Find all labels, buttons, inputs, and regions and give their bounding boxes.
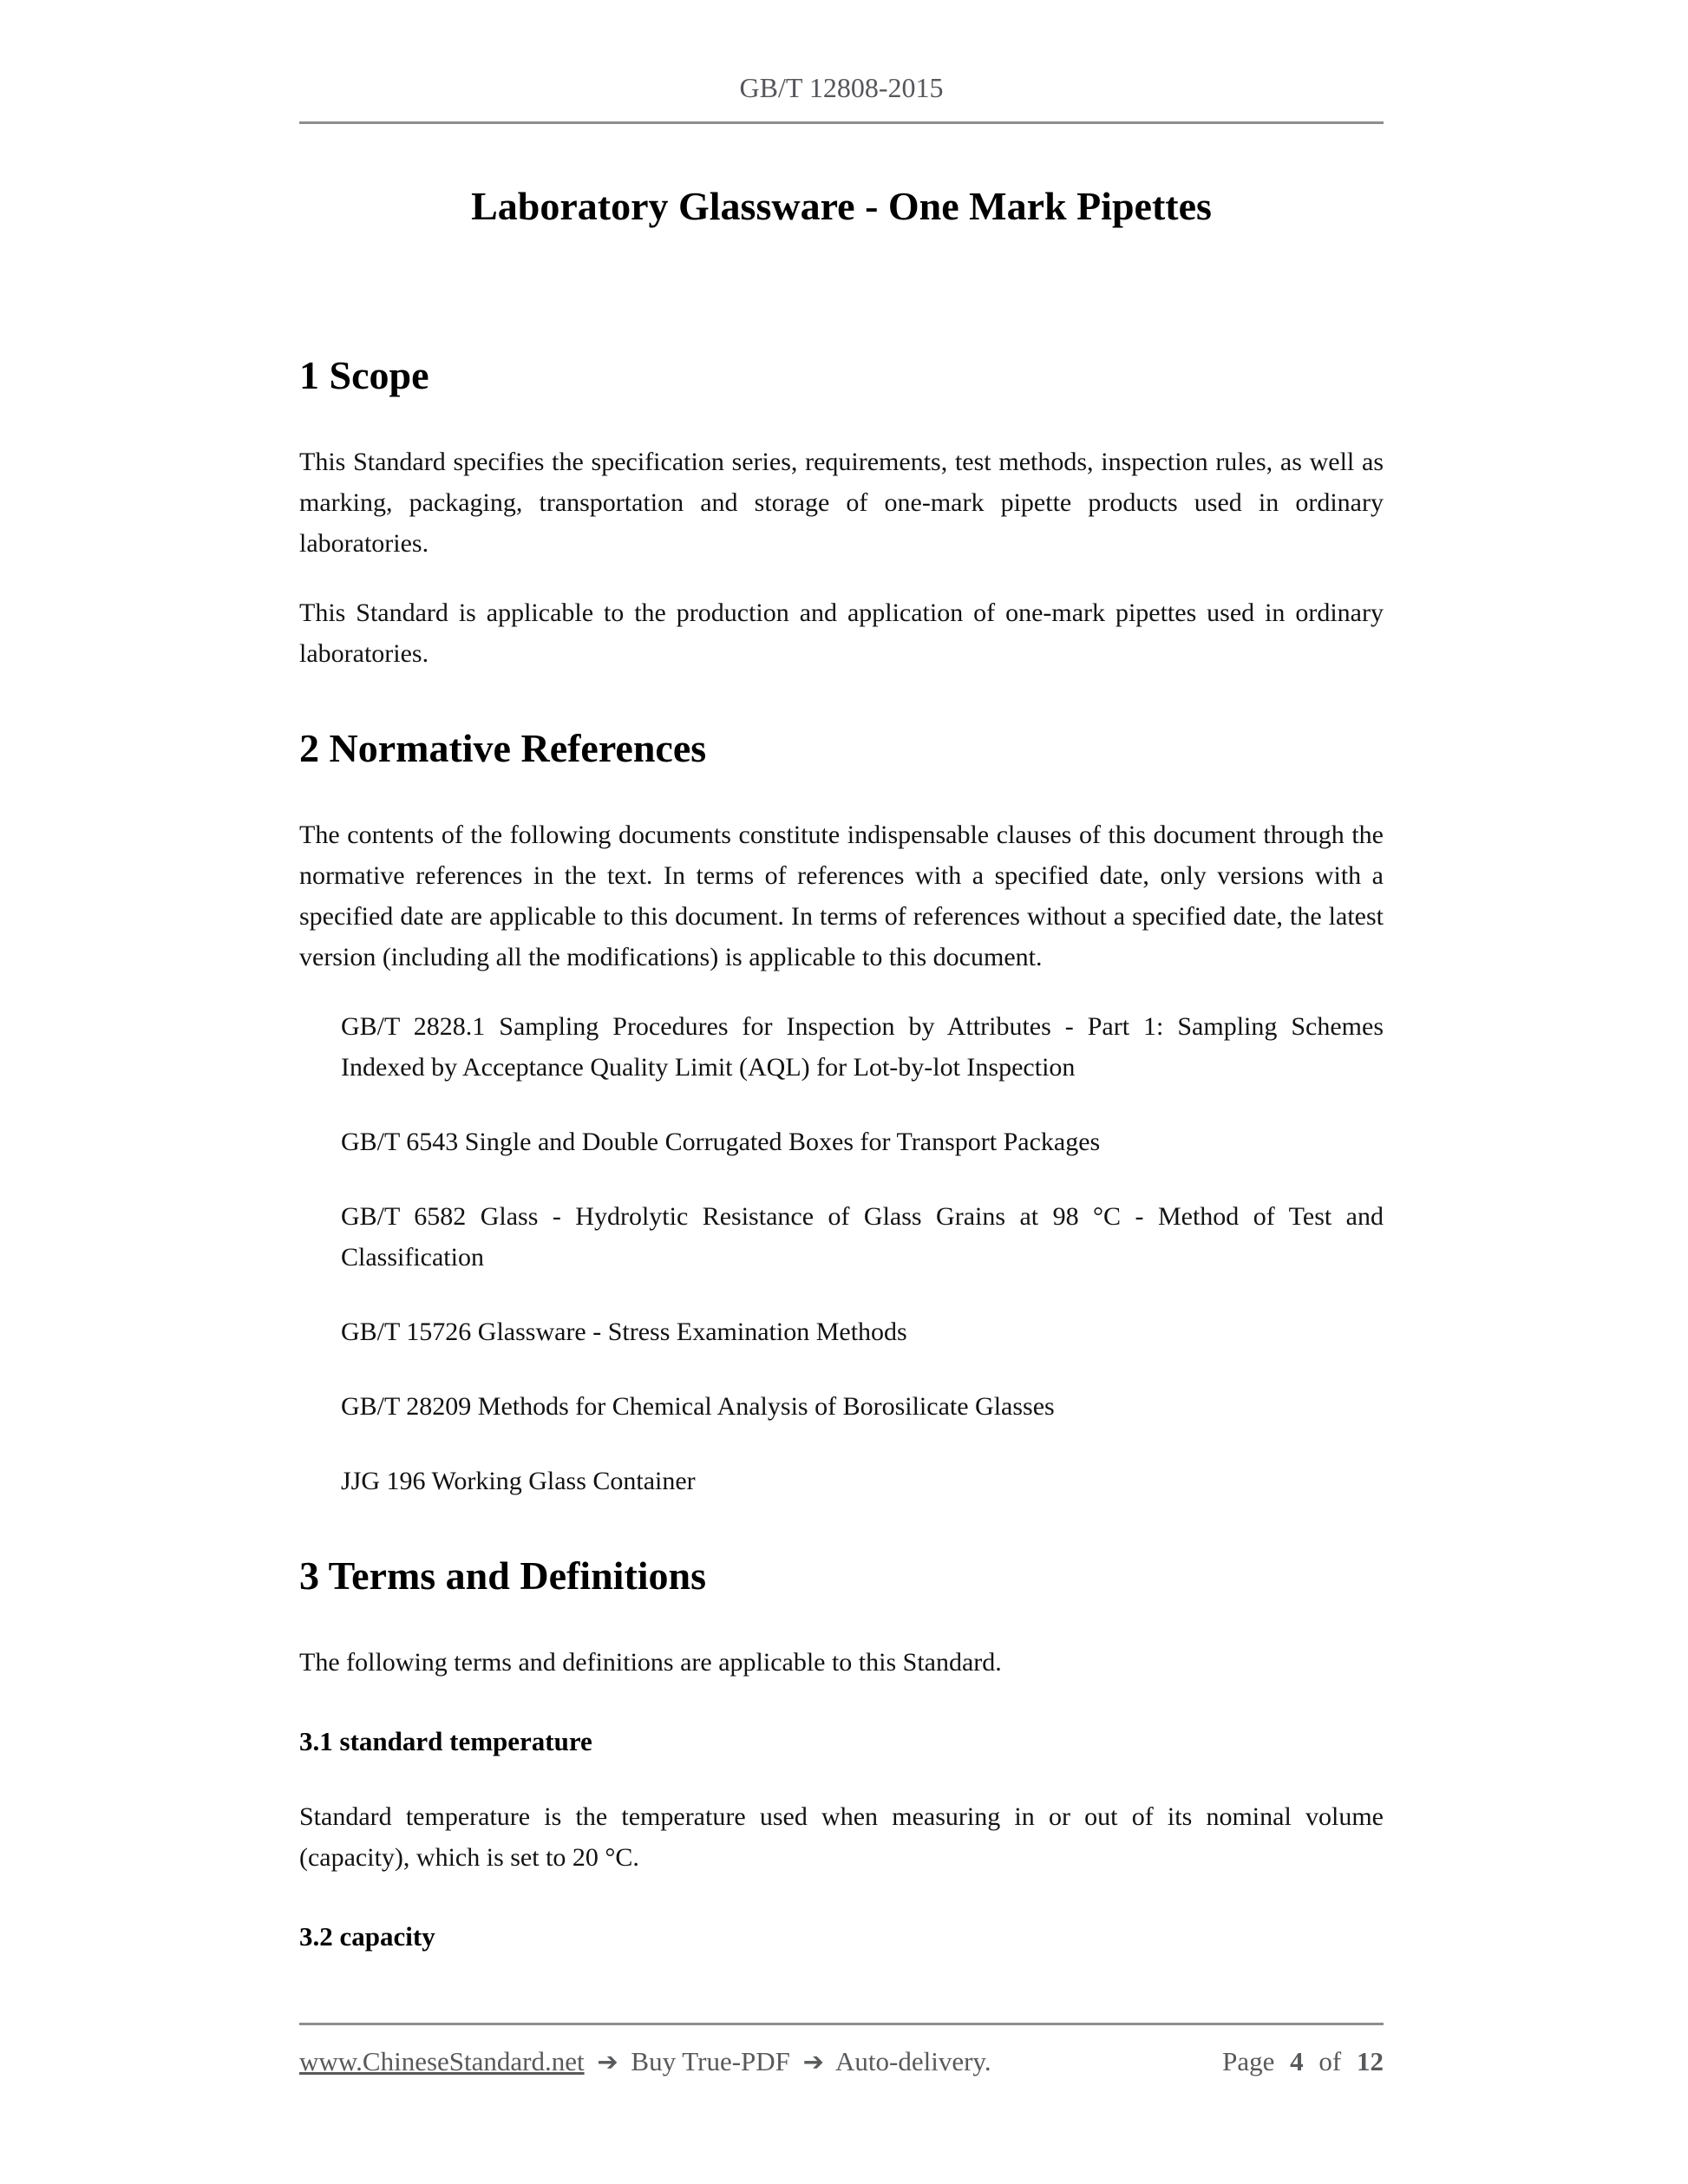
section-terms-and-definitions <box>299 1552 1384 1957</box>
footer-delivery-label: Auto-delivery. <box>835 2046 991 2076</box>
reference-item: GB/T 28209 Methods for Chemical Analysis of Borosilicate Glasses <box>341 1392 1055 1421</box>
document-content <box>0 181 1688 1957</box>
section-heading-normative-references: 2 Normative References <box>299 726 707 770</box>
reference-item: GB/T 15726 Glassware - Stress Examination Methods <box>341 1318 907 1346</box>
section-scope <box>299 351 1384 674</box>
page-footer <box>299 2023 1384 2079</box>
total-pages: 12 <box>1357 2046 1384 2076</box>
footer-divider <box>299 2023 1384 2025</box>
header-divider <box>299 121 1384 124</box>
subsection-heading-capacity: 3.2 capacity <box>299 1921 435 1952</box>
scope-paragraph: This Standard specifies the specification series, requirements, test methods, inspection rules, as well as marking, packaging, transportation and storage of one-mark pipette products used in ordinary laboratories. <box>299 448 1384 558</box>
right-arrow-icon: ➔ <box>597 2047 618 2076</box>
of-label: of <box>1318 2046 1342 2076</box>
footer-buy-label: Buy True-PDF <box>631 2046 790 2076</box>
right-arrow-icon: ➔ <box>802 2047 824 2076</box>
page-label: Page <box>1222 2046 1275 2076</box>
normative-references-paragraph: The contents of the following documents constitute indispensable clauses of this document through the normative references in the text. In terms of references with a specified date, only versions with a specified date are applicable to this document. In terms of references without a specified date, the latest version (including all the modifications) is applicable to this document. <box>299 821 1384 971</box>
page-number: 4 <box>1290 2046 1304 2076</box>
footer-source-line <box>299 2044 991 2079</box>
section-heading-terms-and-definitions: 3 Terms and Definitions <box>299 1553 707 1598</box>
footer-link[interactable]: www.ChineseStandard.net <box>299 2046 585 2076</box>
doc-number: GB/T 12808-2015 <box>739 72 944 103</box>
section-normative-references <box>299 724 1384 1501</box>
reference-item: GB/T 2828.1 Sampling Procedures for Inspection by Attributes - Part 1: Sampling Schemes Indexed by Acceptance Quality Limit (AQL) for Lot-by-lot Inspection <box>341 1012 1384 1082</box>
subsection-heading-standard-temperature: 3.1 standard temperature <box>299 1726 592 1756</box>
standard-temperature-paragraph: Standard temperature is the temperature used when measuring in or out of its nominal volume (capacity), which is set to 20 °C. <box>299 1802 1384 1872</box>
page-header <box>0 0 1688 124</box>
reference-item: GB/T 6543 Single and Double Corrugated Boxes for Transport Packages <box>341 1128 1101 1156</box>
document-title: Laboratory Glassware - One Mark Pipettes <box>471 184 1212 228</box>
terms-intro-paragraph: The following terms and definitions are applicable to this Standard. <box>299 1648 1002 1677</box>
reference-item: GB/T 6582 Glass - Hydrolytic Resistance of Glass Grains at 98 °C - Method of Test and Classification <box>341 1202 1384 1272</box>
reference-item: JJG 196 Working Glass Container <box>341 1467 696 1495</box>
page-indicator <box>1222 2044 1384 2079</box>
section-heading-scope: 1 Scope <box>299 353 429 397</box>
scope-paragraph: This Standard is applicable to the production and application of one-mark pipettes used in ordinary laboratories. <box>299 598 1384 668</box>
